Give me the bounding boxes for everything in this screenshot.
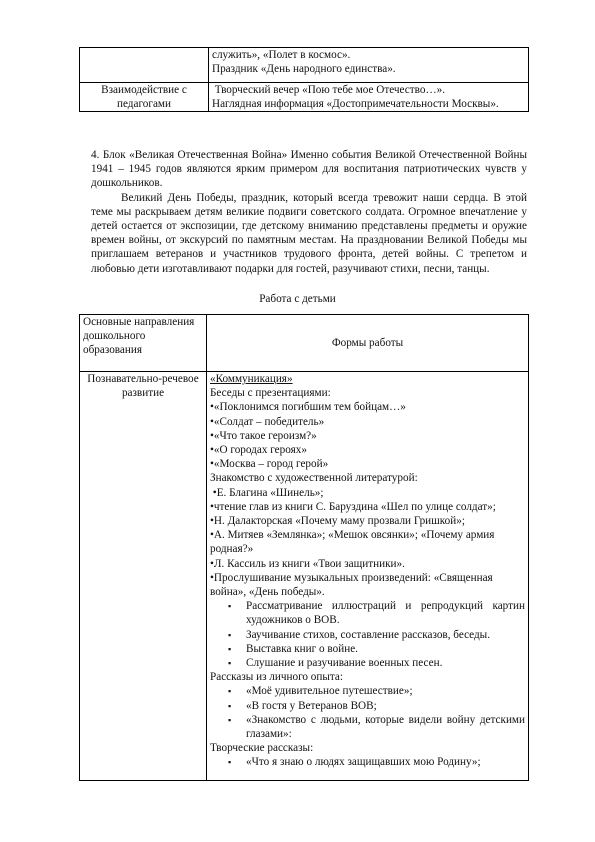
cell-line: Наглядная информация «Достопримечательности Москвы». bbox=[212, 98, 499, 111]
list-item: •Н. Далакторская «Почему маму прозвали Гришкой»; bbox=[210, 515, 465, 528]
list-item: •«Поклонимся погибшим тем бойцам…» bbox=[210, 401, 406, 414]
list-item: •Е. Благина «Шинель»; bbox=[210, 486, 324, 499]
bullet-item: ▪ Слушание и разучивание военных песен. bbox=[210, 656, 525, 670]
list-item: •чтение глав из книги С. Баруздина «Шел по улице солдат»; bbox=[210, 500, 496, 513]
bullet-item: ▪ Выставка книг о войне. bbox=[210, 642, 525, 656]
table-cell bbox=[80, 48, 209, 83]
header-cell-forms: Формы работы bbox=[207, 315, 529, 372]
paragraph-block bbox=[91, 148, 527, 276]
table-header-row bbox=[80, 315, 529, 372]
personal-intro: Рассказы из личного опыта: bbox=[210, 671, 343, 684]
bullet-item: ▪ «Знакомство с людьми, которые видели войну детскими глазами»: bbox=[210, 713, 525, 741]
paragraph-body: Великий День Победы, праздник, который всегда тревожит наши сердца. В этой теме мы раскрываем детям великие подвиги советского солдата. Огромное впечатление у детей остается от экспозиции, где детскому вниманию представлены предметы и оружие времен войны, от экскурсий по памятным местам. На праздновании Великой Победы мы приглашаем ветеранов и участников трудового фронта, детей войны. С трепетом и любовью дети изготавливают подарки для гостей, разучивают стихи, песни, танцы. bbox=[91, 191, 527, 275]
top-table bbox=[79, 47, 529, 112]
list-item: •«Что такое героизм?» bbox=[210, 429, 317, 442]
talks-intro: Беседы с презентациями: bbox=[210, 387, 331, 400]
bullet-item: ▪ Заучивание стихов, составление рассказов, беседы. bbox=[210, 628, 525, 642]
work-forms-table bbox=[79, 314, 529, 781]
table-cell bbox=[209, 83, 529, 112]
table-cell-label: Взаимодействие с педагогами bbox=[80, 83, 209, 112]
communication-heading: «Коммуникация» bbox=[210, 373, 293, 385]
paragraph-intro: 4. Блок «Великая Отечественная Война» Именно события Великой Отечественной Войны 1941 – 1945 годов являются ярким примером для воспитания патриотических чувств у дошкольников. bbox=[91, 149, 527, 190]
table-row bbox=[80, 83, 529, 112]
bullet-item: ▪ «Что я знаю о людях защищавших мою Родину»; bbox=[210, 755, 525, 769]
table-row bbox=[80, 372, 529, 781]
table-row bbox=[80, 48, 529, 83]
creative-intro: Творческие рассказы: bbox=[210, 742, 314, 755]
list-item: •Прослушивание музыкальных произведений: «Священная война», «День победы». bbox=[210, 571, 493, 599]
list-item: •А. Митяев «Землянка»; «Мешок овсянки»; «Почему армия родная?» bbox=[210, 529, 495, 556]
list-item: •«О городах героях» bbox=[210, 444, 307, 457]
list-item: •«Солдат – победитель» bbox=[210, 415, 325, 428]
table-cell bbox=[209, 48, 529, 83]
cell-line: Праздник «День народного единства». bbox=[212, 63, 396, 76]
cell-line: Творческий вечер «Пою тебе мое Отечество…». bbox=[212, 84, 446, 96]
content-cell bbox=[207, 372, 529, 781]
bullet-item: ▪ Рассматривание иллюстраций и репродукций картин художников о ВОВ. bbox=[210, 599, 525, 627]
bullet-item: ▪ «Моё удивительное путешествие»; bbox=[210, 684, 525, 698]
list-item: •Л. Кассиль из книги «Твои защитники». bbox=[210, 557, 405, 570]
cell-line: служить», «Полет в космос». bbox=[212, 49, 351, 61]
lit-intro: Знакомство с художественной литературой: bbox=[210, 472, 418, 485]
list-item: •«Москва – город герой» bbox=[210, 458, 329, 471]
row-label: Познавательно-речевое развитие bbox=[80, 372, 207, 781]
bullet-item: ▪ «В гостя у Ветеранов ВОВ; bbox=[210, 699, 525, 713]
section-title: Работа с детьми bbox=[259, 293, 336, 305]
header-cell-directions: Основные направления дошкольного образования bbox=[80, 315, 207, 372]
